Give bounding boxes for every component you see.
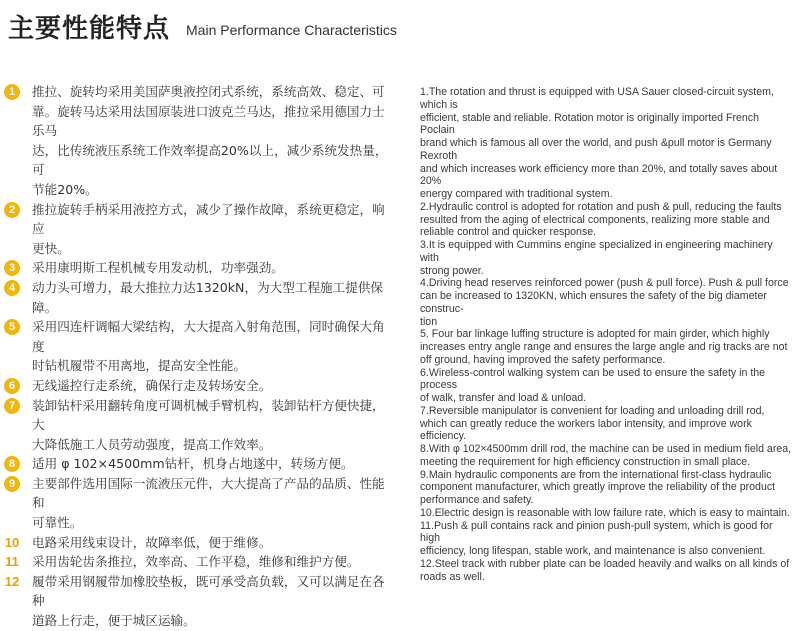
feature-item-11 xyxy=(4,552,396,572)
feature-text-line: 达，比传统液压系统工作效率提高20%以上，减少系统发热量，可 xyxy=(32,142,388,178)
feature-text-line: 采用齿轮齿条推拉，效率高、工作平稳，维修和维护方便。 xyxy=(32,554,360,570)
feature-text-line: 推拉旋转手柄采用液控方式，减少了操作故障，系统更稳定，响应 xyxy=(32,201,385,237)
english-text-line: roads as well. xyxy=(420,570,485,583)
english-text-line: energy compared with traditional system. xyxy=(420,188,613,200)
feature-text-line: 装卸钻杆采用翻转角度可调机械手臂机构，装卸钻杆方便快捷，大 xyxy=(32,397,385,433)
english-text-line: 10.Electric design is reasonable with low failure rate, which is easy to maintain. xyxy=(420,506,790,519)
feature-item-7 xyxy=(4,396,396,455)
number-badge: 12 xyxy=(4,573,20,589)
feature-text-line: 时钻机履带不用离地，提高安全性能。 xyxy=(32,358,247,374)
english-text-line: meeting the requirement for high efficiency construction in small place. xyxy=(420,455,751,468)
number-badge: 5 xyxy=(4,319,20,335)
english-text-line: performance and safety. xyxy=(420,494,534,506)
feature-item-6 xyxy=(4,376,396,396)
feature-item-3 xyxy=(4,258,396,278)
english-text-line: strong power. xyxy=(420,264,484,277)
english-text-line: and which increases work efficiency more than 20%, and totally saves about 20% xyxy=(420,162,778,188)
feature-item-1 xyxy=(4,82,396,200)
english-text-line: efficiency, long lifespan, stable work, and maintenance is also convenient. xyxy=(420,545,766,557)
feature-text-line: 动力头可增力，最大推拉力达1320kN，为大型工程施工提供保障。 xyxy=(32,279,384,315)
feature-text-line: 推拉、旋转均采用美国萨奥液控闭式系统，系统高效、稳定、可 xyxy=(32,84,385,99)
english-text-line: 2.Hydraulic control is adopted for rotation and push & pull, reducing the faults xyxy=(420,200,782,213)
feature-text-line: 道路上行走，便于城区运输。 xyxy=(32,613,196,629)
english-text-line: 6.Wireless-control walking system can be used to ensure the safety in the process xyxy=(420,366,766,392)
feature-item-9 xyxy=(4,474,396,533)
english-text-line: 12.Steel track with rubber plate can be loaded heavily and walks on all kinds of xyxy=(420,557,790,570)
english-text-line: 8.With φ 102×4500mm drill rod, the machine can be used in medium field area, xyxy=(420,443,792,455)
english-text-line: 4.Driving head reserves reinforced power (push & pull force). Push & pull force xyxy=(420,277,789,290)
number-badge: 8 xyxy=(4,456,20,472)
english-text-line: which can greatly reduce the workers labor intensity, and improve work efficiency. xyxy=(420,417,752,443)
page-title-en: Main Performance Characteristics xyxy=(186,22,397,38)
number-badge: 7 xyxy=(4,398,20,414)
english-text-line: resulted from the aging of electrical components, realizing more stable and xyxy=(420,213,770,226)
english-text-line: 11.Push & pull contains rack and pinion push-pull system, which is good for high xyxy=(420,519,773,545)
feature-text-line: 主要部件选用国际一流液压元件，大大提高了产品的品质、性能和 xyxy=(32,475,385,511)
feature-text-line: 电路采用线束设计，故障率低，便于维修。 xyxy=(32,534,272,550)
feature-item-4 xyxy=(4,278,396,317)
number-badge: 1 xyxy=(4,84,20,100)
feature-item-10 xyxy=(4,533,396,553)
english-text-line: 5. Four bar linkage luffing structure is adopted for main girder, which highly xyxy=(420,328,770,341)
number-badge: 11 xyxy=(5,554,19,570)
number-badge: 3 xyxy=(4,260,20,276)
feature-text-line: 靠。旋转马达采用法国原装进口波克兰马达，推拉采用德国力士乐马 xyxy=(32,103,385,139)
feature-text-line: 大降低施工人员劳动强度，提高工作效率。 xyxy=(32,436,272,452)
number-badge: 2 xyxy=(4,202,20,218)
page-title-cn: 主要性能特点 xyxy=(8,13,171,44)
feature-item-2 xyxy=(4,200,396,259)
english-text-line: brand which is famous all over the world, and push &pull motor is Germany Rexroth xyxy=(420,137,772,162)
feature-text-line: 更快。 xyxy=(32,240,70,256)
english-text-line: of walk, transfer and load & unload. xyxy=(420,392,587,404)
features-list-en xyxy=(420,86,794,583)
feature-item-12 xyxy=(4,572,396,631)
english-text-line: increases entry angle range and ensures the large angle and rig tracks are not xyxy=(420,341,788,353)
feature-text-line: 履带采用钢履带加橡胶垫板，既可承受高负载，又可以满足在各种 xyxy=(32,573,385,609)
feature-text-line: 无线遥控行走系统，确保行走及转场安全。 xyxy=(32,377,272,393)
feature-text-line: 节能20%。 xyxy=(32,181,98,197)
english-text-line: component manufacturer, which greatly improve the reliability of the product xyxy=(420,481,776,494)
number-badge: 10 xyxy=(4,534,20,550)
number-badge: 9 xyxy=(4,476,20,492)
english-text-line: 1.The rotation and thrust is equipped with USA Sauer closed-circuit system, which is xyxy=(420,86,774,111)
english-text-line: 7.Reversible manipulator is convenient for loading and unloading drill rod, xyxy=(420,404,765,417)
english-text-line: 9.Main hydraulic components are from the international first-class hydraulic xyxy=(420,468,772,481)
english-text-line: can be increased to 1320KN, which ensures the safety of the big diameter construc- xyxy=(420,290,767,315)
page-header xyxy=(8,6,397,46)
english-text-line: reliable control and quicker response. xyxy=(420,226,597,239)
english-text-line: 3.It is equipped with Cummins engine specialized in engineering machinery with xyxy=(420,239,773,264)
features-list-cn xyxy=(4,82,396,631)
feature-text-line: 适用 φ 102×4500mm钻杆，机身占地遂中，转场方便。 xyxy=(32,456,354,472)
english-text-line: efficient, stable and reliable. Rotation motor is originally imported French Poclain xyxy=(420,111,759,137)
feature-item-5 xyxy=(4,317,396,376)
feature-item-8 xyxy=(4,454,396,474)
english-text-line: off ground, having improved the safety performance. xyxy=(420,353,666,366)
english-text-line: tion xyxy=(420,315,438,328)
feature-text-line: 采用康明斯工程机械专用发动机，功率强劲。 xyxy=(32,260,284,276)
feature-text-line: 采用四连杆调幅大梁结构，大大提高入射角范围，同时确保大角度 xyxy=(32,319,385,354)
feature-text-line: 可靠性。 xyxy=(32,515,83,531)
number-badge: 4 xyxy=(4,280,20,296)
number-badge: 6 xyxy=(4,378,20,394)
